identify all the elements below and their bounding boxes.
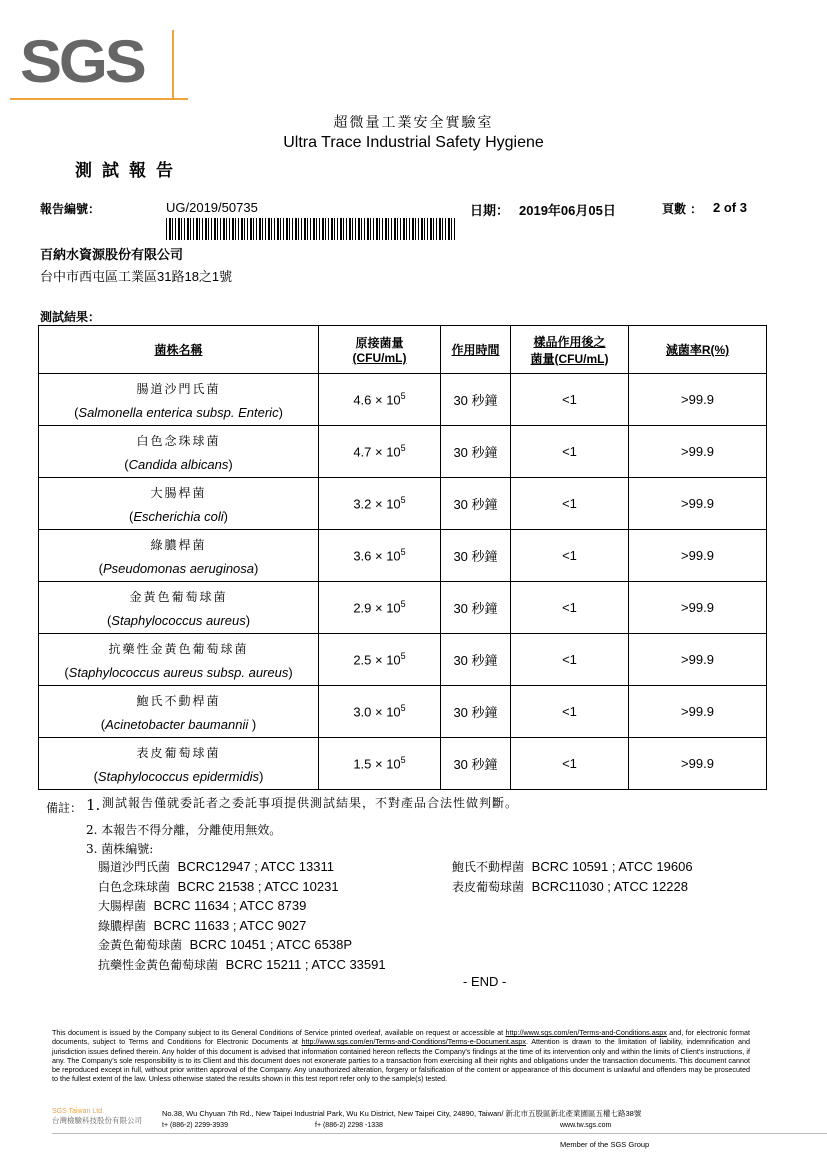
strain-name-cn: 大腸桿菌 (150, 485, 207, 500)
notes (46, 794, 806, 974)
strain-code-item: 綠膿桿菌 BCRC 11633 ; ATCC 9027 (98, 917, 307, 933)
strain-cell (39, 530, 319, 582)
strain-code-item: 腸道沙門氏菌 BCRC12947 ; ATCC 13311 (98, 859, 334, 874)
terms-link[interactable]: http://www.sgs.com/en/Terms-and-Conditions.aspx (505, 1028, 667, 1037)
table-row (39, 374, 767, 426)
reduction-rate: >99.9 (629, 738, 767, 790)
strain-name-latin: (Staphylococcus epidermidis) (93, 768, 264, 784)
strain-name-cn: 綠膿桿菌 (150, 537, 207, 552)
after-count: <1 (511, 738, 629, 790)
strain-name-cn: 白色念珠球菌 (136, 433, 221, 448)
table-row (39, 738, 767, 790)
strain-cell (39, 478, 319, 530)
header-after: 樣品作用後之 菌量(CFU/mL) (511, 326, 629, 374)
strain-name-cn: 腸道沙門氏菌 (136, 381, 221, 396)
strain-name-latin: (Salmonella enterica subsp. Enteric) (74, 404, 283, 420)
footer-divider (52, 1133, 827, 1134)
contact-time: 30 秒鐘 (441, 738, 511, 790)
report-no: UG/2019/50735 (166, 200, 258, 215)
initial-count: $3.2 \times 10^5$ (319, 478, 441, 530)
table-row (39, 634, 767, 686)
results-table (38, 325, 767, 790)
strain-name-latin: (Acinetobacter baumannii ) (100, 716, 257, 732)
table-row (39, 426, 767, 478)
reduction-rate: >99.9 (629, 530, 767, 582)
strain-cell (39, 686, 319, 738)
strain-name-cn: 鮑氏不動桿菌 (136, 693, 221, 708)
disclaimer: This document is issued by the Company subject to its General Conditions of Service printed overleaf, available on request or accessible at http://www.sgs.com/en/Terms-and-Conditions.aspx and, for electronic format documents, subject to Terms and Conditions for Electronic Documents at http://www.sgs.com/en/Terms-and-Conditions/Terms-e-Document.aspx. Attention is drawn to the limitation of liability, indemnification and jurisdiction issues defined therein. Any holder of this document is advised that information contained hereon reflects the Company's findings at the time of its intervention only and within the limits of Client's instructions, if any. The Company's sole responsibility is to its Client and this document does not exonerate parties to a transaction from exercising all their rights and obligations under the transaction documents. This document cannot be reproduced except in full, without prior written approval of the Company. Any unauthorized alteration, forgery or falsification of the content or appearance of this document is unlawful and offenders may be prosecuted to the fullest extent of the law. Unless otherwise stated the results shown in this test report refer only to the sample(s) tested. (52, 1028, 750, 1084)
report-date: 2019年06月05日 (519, 203, 616, 218)
strain-code-item: 大腸桿菌 BCRC 11634 ; ATCC 8739 (98, 898, 307, 913)
notes-label: 備註： (46, 801, 83, 815)
initial-count: $2.5 \times 10^5$ (319, 634, 441, 686)
table-row (39, 686, 767, 738)
reduction-rate: >99.9 (629, 686, 767, 738)
initial-count: $4.7 \times 10^5$ (319, 426, 441, 478)
initial-count: $2.9 \times 10^5$ (319, 582, 441, 634)
footer-fax: f+ (886-2) 2298 -1338 (315, 1122, 383, 1129)
strain-name-latin: (Candida albicans) (124, 456, 233, 472)
client-company: 百納水資源股份有限公司 (40, 247, 184, 262)
reduction-rate: >99.9 (629, 478, 767, 530)
report-title: 測試報告 (75, 161, 183, 181)
client-address: 台中市西屯區工業區31路18之1號 (40, 269, 233, 284)
strain-code-item: 金黃色葡萄球菌 BCRC 10451 ; ATCC 6538P (98, 937, 352, 952)
strain-name-cn: 抗藥性金黃色葡萄球菌 (108, 641, 249, 656)
strain-name-latin: (Staphylococcus aureus) (106, 612, 251, 628)
strain-cell (39, 374, 319, 426)
initial-count: $3.0 \times 10^5$ (319, 686, 441, 738)
note-2: 2. 本報告不得分離，分離使用無效。 (86, 823, 282, 837)
strain-name-latin: (Pseudomonas aeruginosa) (98, 560, 259, 576)
reduction-rate: >99.9 (629, 634, 767, 686)
note-3: 3. 菌株編號: (86, 842, 154, 856)
logo-divider (172, 30, 174, 100)
contact-time: 30 秒鐘 (441, 478, 511, 530)
strain-name-latin: (Escherichia coli) (128, 508, 228, 524)
strain-code-item: 抗藥性金黃色葡萄球菌 BCRC 15211 ; ATCC 33591 (98, 956, 386, 972)
reduction-rate: >99.9 (629, 582, 767, 634)
header-initial: 原接菌量 (CFU/mL) (319, 326, 441, 374)
after-count: <1 (511, 374, 629, 426)
page-label: 頁數 ： (662, 202, 703, 216)
sgs-logo (10, 22, 190, 102)
strain-name-cn: 表皮葡萄球菌 (136, 745, 221, 760)
contact-time: 30 秒鐘 (441, 530, 511, 582)
contact-time: 30 秒鐘 (441, 426, 511, 478)
header-strain: 菌株名稱 (39, 326, 319, 374)
header-rate: 減菌率R(%) (629, 326, 767, 374)
strain-cell (39, 634, 319, 686)
header-time: 作用時間 (441, 326, 511, 374)
date-label: 日期： (470, 203, 510, 218)
after-count: <1 (511, 530, 629, 582)
strain-code-item: 鮑氏不動桿菌 BCRC 10591 ; ATCC 19606 (452, 859, 693, 874)
reduction-rate: >99.9 (629, 374, 767, 426)
initial-count: $4.6 \times 10^5$ (319, 374, 441, 426)
strain-name-latin: (Staphylococcus aureus subsp. aureus) (64, 664, 293, 680)
member-of-sgs: Member of the SGS Group (560, 1140, 650, 1149)
after-count: <1 (511, 426, 629, 478)
footer-address: No.38, Wu Chyuan 7th Rd., New Taipei Industrial Park, Wu Ku District, New Taipei City, 24890, Taiwan/ 新北市五股區新北產業園區五權七路38號 (162, 1109, 642, 1118)
table-row (39, 530, 767, 582)
e-terms-link[interactable]: http://www.sgs.com/en/Terms-and-Conditions/Terms-e-Document.aspx (301, 1037, 527, 1047)
footer-phone: t+ (886-2) 2299-3939 (162, 1122, 228, 1129)
lab-name-en: Ultra Trace Industrial Safety Hygiene (283, 134, 544, 151)
table-header-row (39, 326, 767, 374)
strain-code-item: 白色念珠球菌 BCRC 21538 ; ATCC 10231 (98, 878, 339, 894)
footer-company-cn: 台灣檢驗科技股份有限公司 (52, 1116, 142, 1125)
end-mark: - END - (463, 974, 507, 989)
contact-time: 30 秒鐘 (441, 582, 511, 634)
note-1: 測試報告僅就委託者之委託事項提供測試結果，不對產品合法性做判斷。 (102, 796, 519, 810)
footer-company-en: SGS Taiwan Ltd. (52, 1108, 105, 1115)
report-no-label: 報告編號： (40, 202, 101, 216)
barcode (166, 218, 456, 240)
initial-count: $3.6 \times 10^5$ (319, 530, 441, 582)
reduction-rate: >99.9 (629, 426, 767, 478)
table-row (39, 478, 767, 530)
contact-time: 30 秒鐘 (441, 374, 511, 426)
footer-company (52, 1108, 142, 1126)
strain-code-item: 表皮葡萄球菌 BCRC11030 ; ATCC 12228 (452, 878, 688, 894)
table-row (39, 582, 767, 634)
strain-cell (39, 426, 319, 478)
page-number: 2 of 3 (713, 200, 747, 215)
results-label: 測試結果： (40, 310, 101, 324)
strain-cell (39, 738, 319, 790)
lab-name-cn: 超微量工業安全實驗室 (333, 115, 494, 131)
footer-website[interactable]: www.tw.sgs.com (560, 1122, 612, 1129)
strain-name-cn: 金黃色葡萄球菌 (129, 589, 228, 604)
contact-time: 30 秒鐘 (441, 634, 511, 686)
initial-count: $1.5 \times 10^5$ (319, 738, 441, 790)
logo-text: SGS (20, 28, 144, 95)
contact-time: 30 秒鐘 (441, 686, 511, 738)
note-1-number: 1. (86, 796, 101, 814)
logo-underline (10, 98, 188, 100)
strain-cell (39, 582, 319, 634)
after-count: <1 (511, 634, 629, 686)
after-count: <1 (511, 582, 629, 634)
after-count: <1 (511, 478, 629, 530)
after-count: <1 (511, 686, 629, 738)
